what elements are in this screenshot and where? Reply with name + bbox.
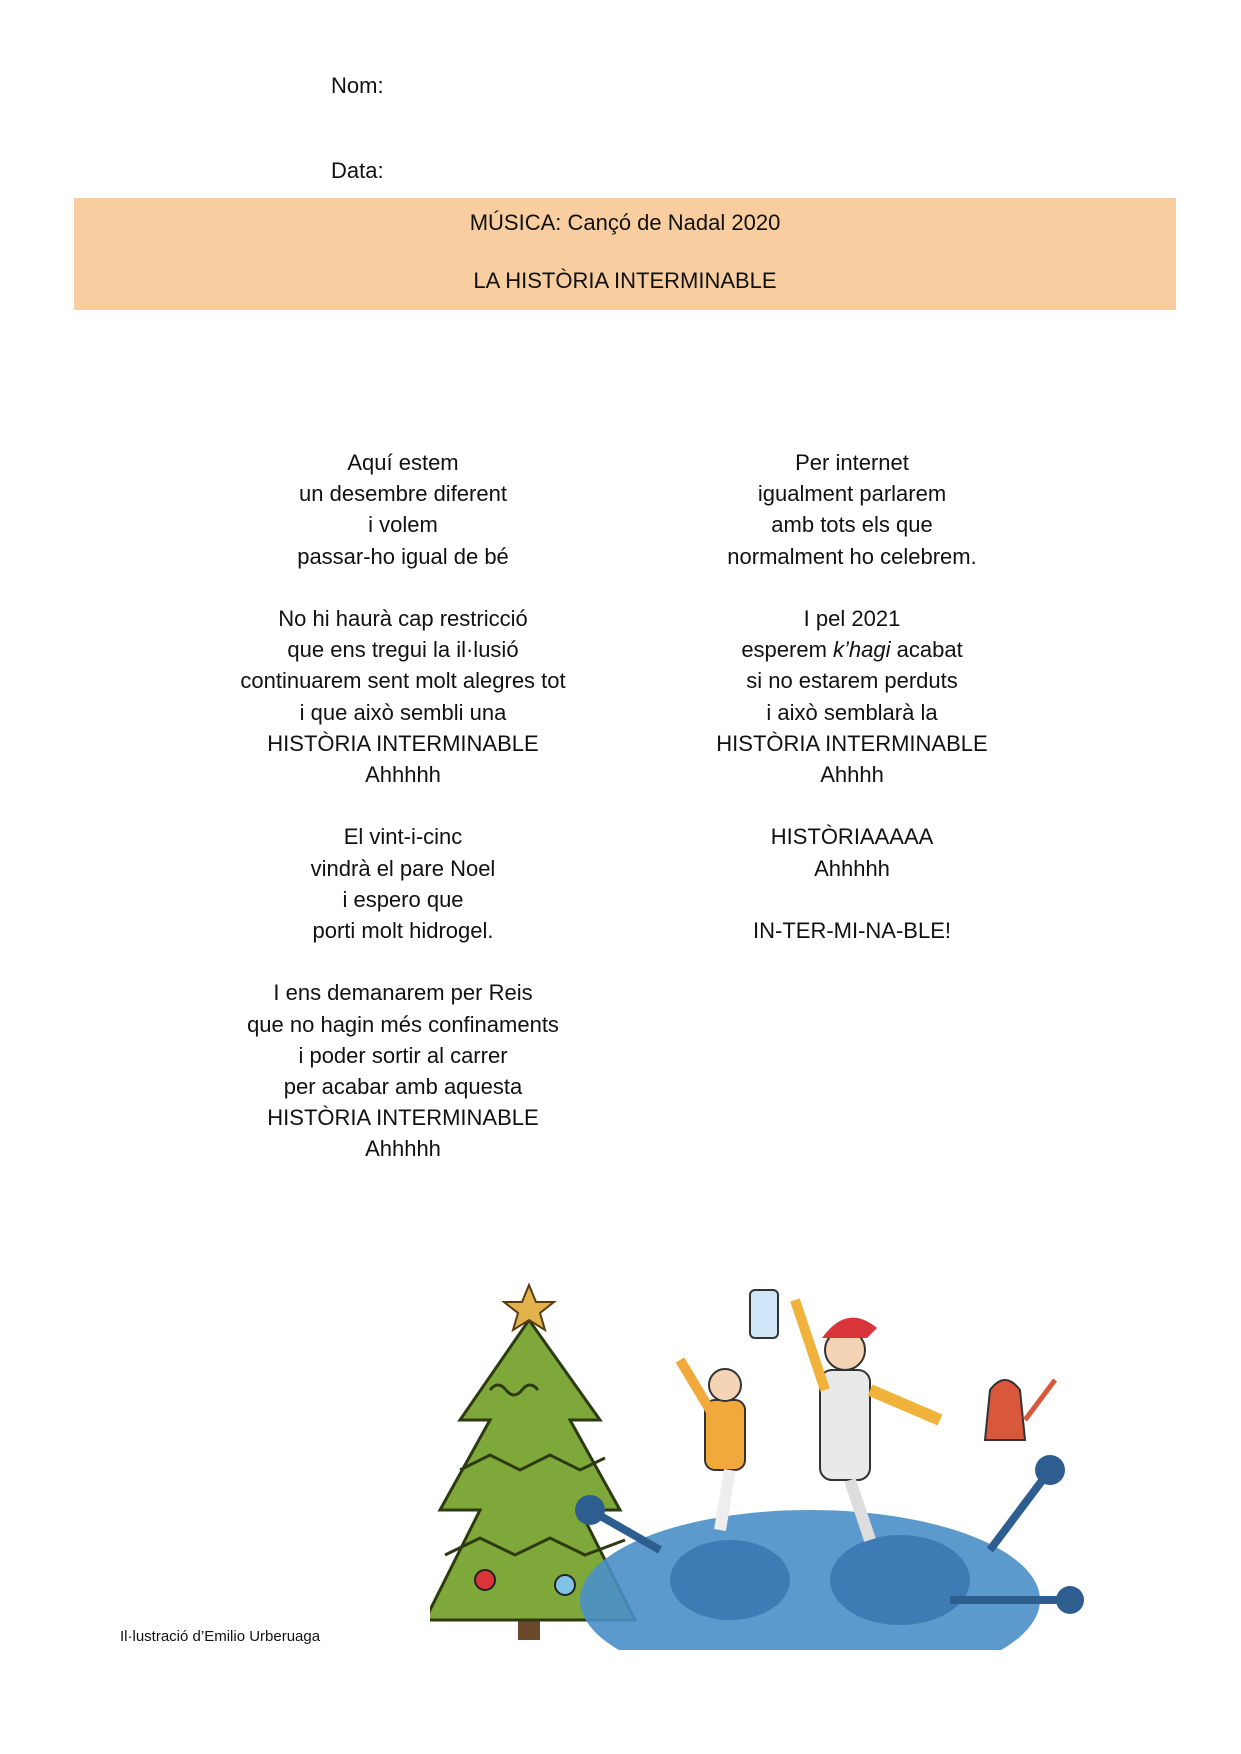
lyric-line: i volem [368,512,438,538]
lyric-line: HISTÒRIA INTERMINABLE [716,730,988,756]
title-banner [74,198,1176,310]
lyric-line: que ens tregui la il·lusió [287,637,519,663]
lyric-line: IN-TER-MI-NA-BLE! [753,918,951,943]
song-title: LA HISTÒRIA INTERMINABLE [473,268,777,293]
virus-illustration [575,1455,1084,1650]
lyric-line: HISTÒRIAAAAA [770,824,934,850]
lyric-line: Ahhhh [820,762,884,788]
lyric-line: que no hagin més confinaments [247,1011,559,1037]
lyric-line: Aquí estem [347,450,459,475]
lyric-line: i poder sortir al carrer [298,1042,508,1068]
lyric-fragment: acabat [890,637,963,663]
stanza [193,447,613,572]
people-jumping-illustration [680,1290,1055,1540]
lyric-line: porti molt hidrogel. [312,918,494,944]
stanza [193,603,613,790]
subject-heading: MÚSICA: Cançó de Nadal 2020 [469,210,781,235]
lyric-line: amb tots els que [771,512,933,538]
lyric-line: passar-ho igual de bé [297,543,509,569]
lyric-line [642,634,1062,665]
lyric-line: igualment parlarem [757,481,947,507]
lyrics-column-left [193,447,613,1196]
stanza [642,447,1062,572]
lyric-line: I ens demanarem per Reis [273,980,533,1006]
lyric-line: si no estarem perduts [746,668,958,694]
lyric-line: El vint-i-cinc [343,824,463,850]
illustration-credit: Il·lustració d’Emilio Urberuaga [120,1628,321,1645]
lyric-line: un desembre diferent [299,481,507,507]
lyric-line: per acabar amb aquesta [283,1074,523,1100]
lyric-line: i això semblarà la [766,699,938,725]
stanza [642,915,1062,946]
lyric-line: Ahhhhh [365,762,441,788]
lyric-line: normalment ho celebrem. [727,543,977,569]
lyric-fragment: esperem [741,637,834,663]
lyric-line: Ahhhhh [365,1136,441,1162]
date-label: Data: [331,158,384,183]
lyric-line: vindrà el pare Noel [310,855,496,881]
lyric-line: HISTÒRIA INTERMINABLE [267,730,539,756]
lyric-line: continuarem sent molt alegres tot [240,668,566,694]
lyric-line: i que això sembli una [299,699,507,725]
lyric-line: i espero que [342,886,464,912]
stanza [193,977,613,1164]
lyric-line: I pel 2021 [803,606,901,631]
stanza [193,821,613,946]
lyrics-column-right [642,447,1062,977]
lyric-line: No hi haurà cap restricció [278,606,528,631]
lyric-line: Per internet [795,450,909,475]
lyric-line: HISTÒRIA INTERMINABLE [267,1105,539,1131]
christmas-illustration [430,1280,1150,1650]
lyric-fragment-italic: k’hagi [833,637,891,663]
stanza [642,821,1062,883]
name-label: Nom: [331,73,384,98]
lyric-line: Ahhhhh [814,855,890,881]
stanza [642,603,1062,790]
